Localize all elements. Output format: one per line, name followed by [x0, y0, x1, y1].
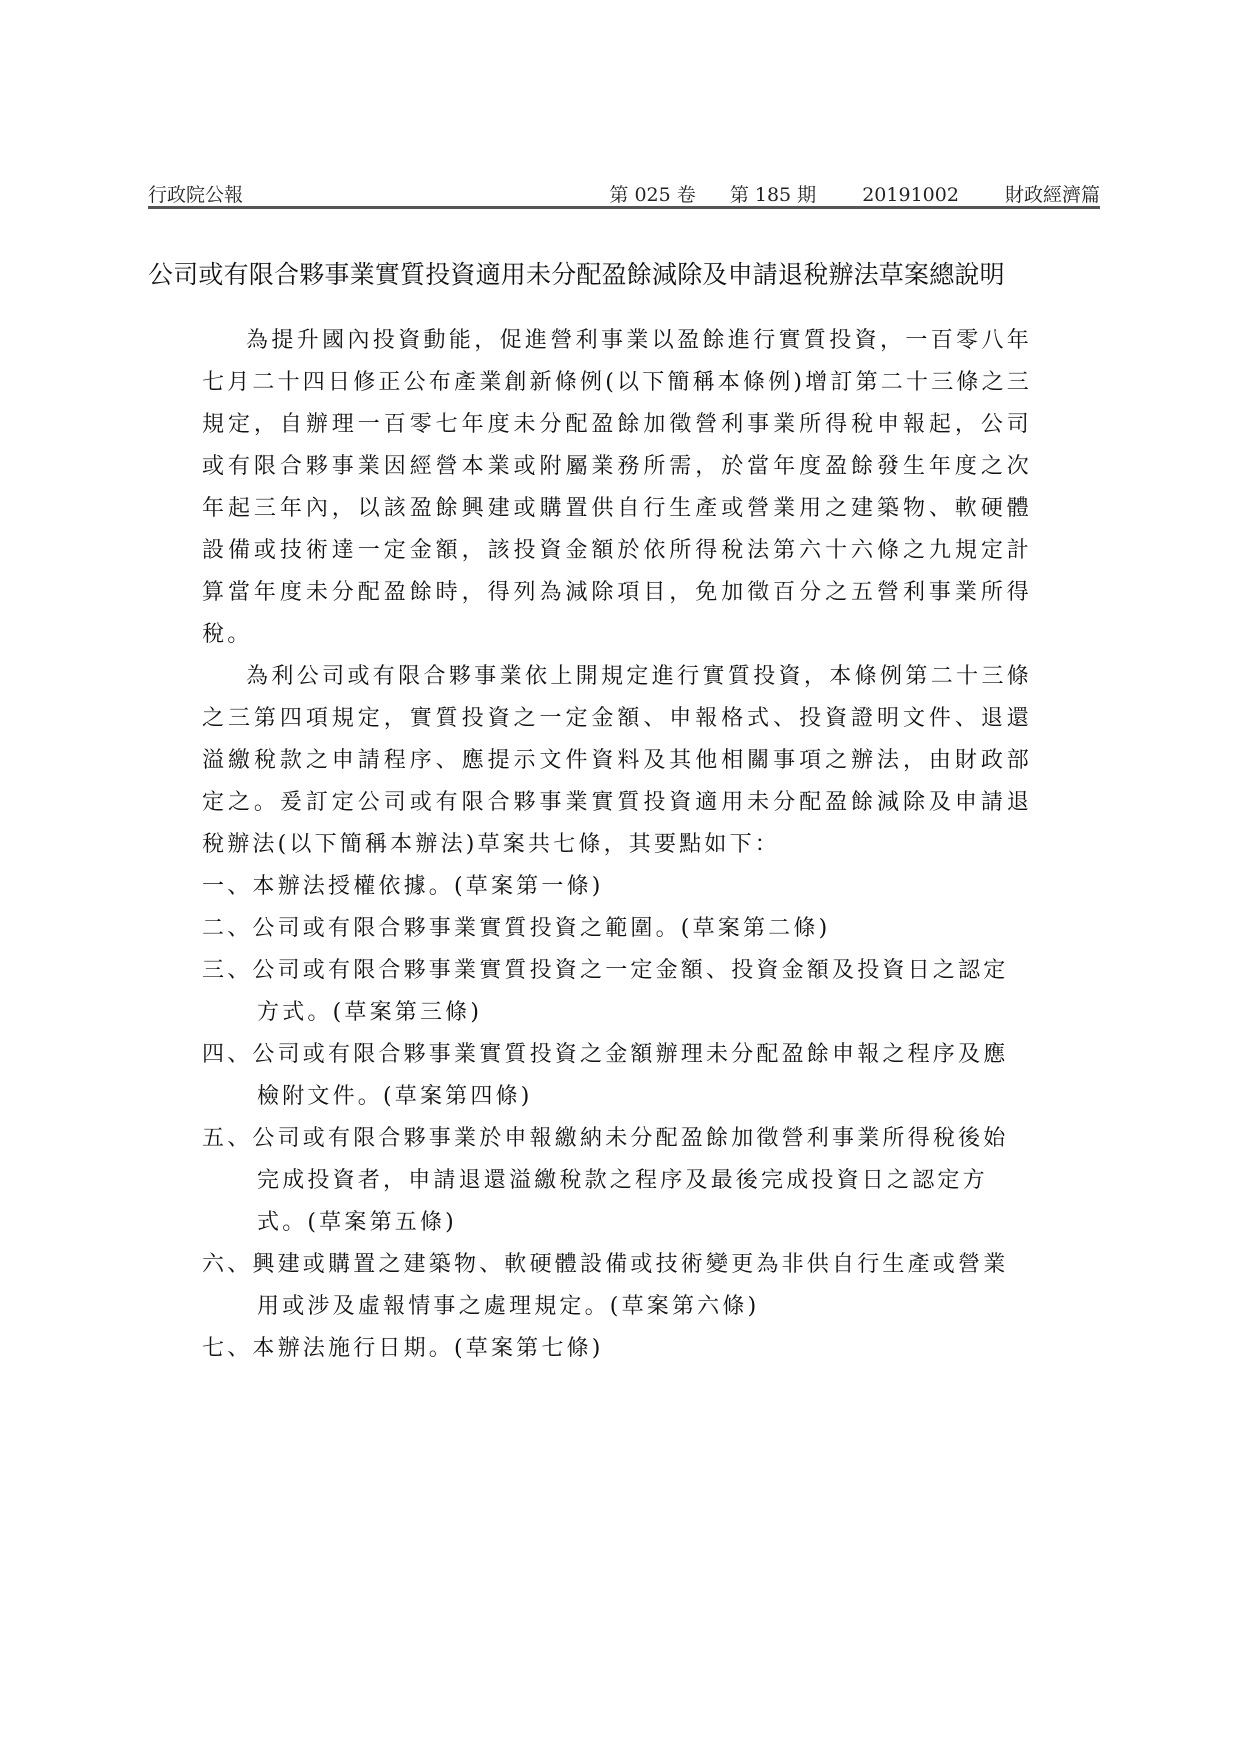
issue-date: 20191002: [862, 184, 959, 206]
issue-number: 第 185 期: [729, 184, 817, 206]
issue-info: [609, 180, 1100, 207]
document-body: [202, 320, 1032, 1370]
list-item: 四、公司或有限合夥事業實質投資之金額辦理未分配盈餘申報之程序及應檢附文件。(草案第四條): [202, 1042, 1009, 1109]
volume-number: 第 025 卷: [609, 184, 696, 206]
list-item: 一、本辦法授權依據。(草案第一條): [202, 874, 604, 899]
list-item: 五、公司或有限合夥事業於申報繳納未分配盈餘加徵營利事業所得稅後始完成投資者，申請退還溢繳稅款之程序及最後完成投資日之認定方式。(草案第五條): [202, 1126, 1009, 1235]
paragraph-1: 為提升國內投資動能，促進營利事業以盈餘進行實質投資，一百零八年七月二十四日修正公布產業創新條例(以下簡稱本條例)增訂第二十三條之三規定，自辦理一百零七年度未分配盈餘加徵營利事業所得稅申報起，公司或有限合夥事業因經營本業或附屬業務所需，於當年度盈餘發生年度之次年起三年內，以該盈餘興建或購置供自行生產或營業用之建築物、軟硬體設備或技術達一定金額，該投資金額於依所得稅法第六十六條之九規定計算當年度未分配盈餘時，得列為減除項目，免加徵百分之五營利事業所得稅。: [202, 328, 1032, 647]
list-item: 七、本辦法施行日期。(草案第七條): [202, 1336, 604, 1361]
publication-name: 行政院公報: [148, 184, 244, 206]
list-item: 三、公司或有限合夥事業實質投資之一定金額、投資金額及投資日之認定方式。(草案第三條): [202, 958, 1009, 1025]
header-rule: [148, 206, 1100, 209]
key-points-list: [202, 866, 1032, 1370]
list-item: 六、興建或購置之建築物、軟硬體設備或技術變更為非供自行生產或營業用或涉及虛報情事之處理規定。(草案第六條): [202, 1252, 1009, 1319]
page-header: [148, 172, 1100, 206]
list-item: 二、公司或有限合夥事業實質投資之範圍。(草案第二條): [202, 916, 831, 941]
section-name: 財政經濟篇: [1004, 184, 1100, 206]
document-title: 公司或有限合夥事業實質投資適用未分配盈餘減除及申請退稅辦法草案總說明: [148, 260, 1005, 289]
paragraph-2: 為利公司或有限合夥事業依上開規定進行實質投資，本條例第二十三條之三第四項規定，實質投資之一定金額、申報格式、投資證明文件、退還溢繳稅款之申請程序、應提示文件資料及其他相關事項之辦法，由財政部定之。爰訂定公司或有限合夥事業實質投資適用未分配盈餘減除及申請退稅辦法(以下簡稱本辦法)草案共七條，其要點如下：: [202, 664, 1032, 857]
